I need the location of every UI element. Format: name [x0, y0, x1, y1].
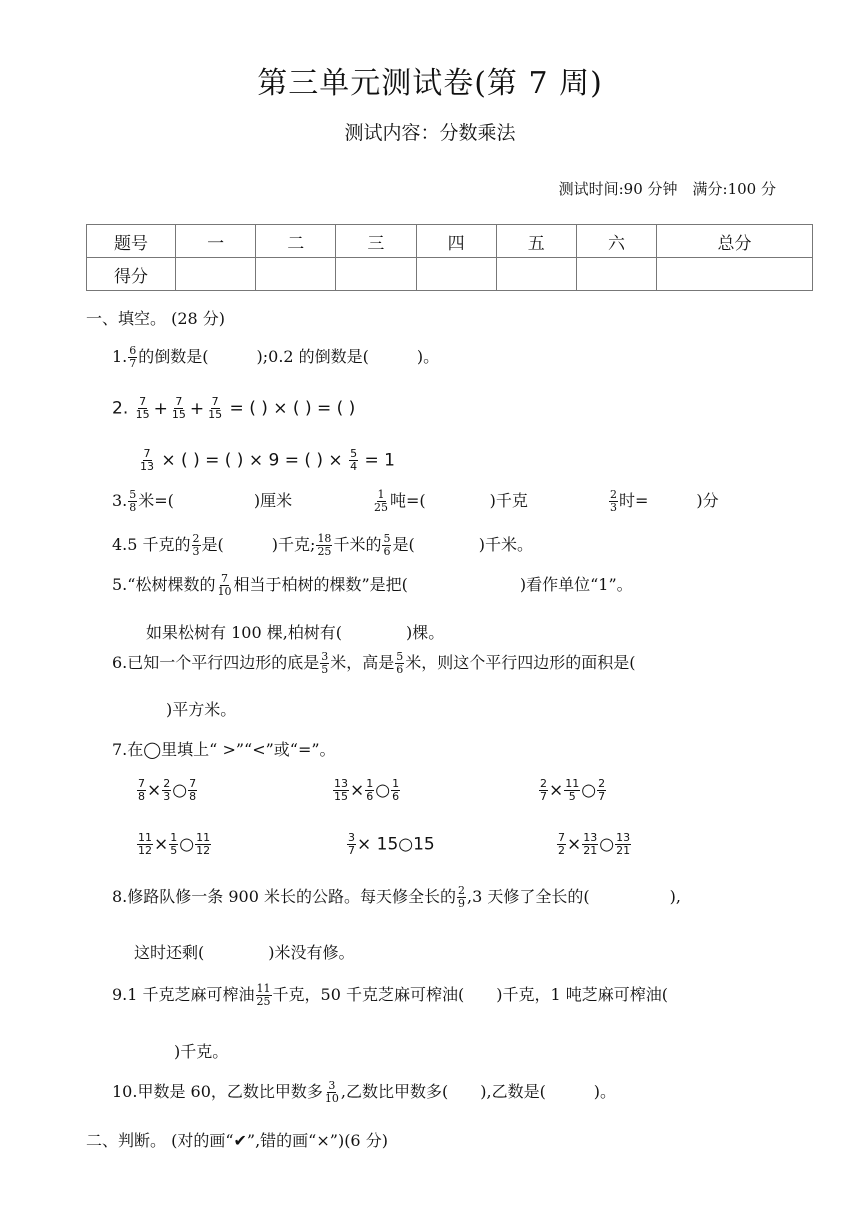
denominator: 5: [568, 790, 576, 803]
times-sign: ×: [147, 780, 162, 801]
denominator: 25: [317, 545, 332, 558]
score-cell[interactable]: [256, 258, 336, 291]
question-2: [112, 396, 355, 421]
fraction: [557, 832, 566, 857]
times-sign: ×: [549, 780, 564, 801]
score-header-cell: 总分: [657, 225, 813, 258]
fraction: [320, 651, 329, 676]
score-row-label: 得分: [87, 258, 176, 291]
fraction: [597, 778, 606, 803]
score-header-cell: 六: [576, 225, 656, 258]
numerator: 1: [377, 488, 385, 501]
score-cell[interactable]: [416, 258, 496, 291]
question-text: 千克，50 千克芝麻可榨油( )千克，1 吨芝麻可榨油(: [272, 985, 668, 1004]
denominator: 3: [163, 790, 171, 803]
numerator: 7: [139, 395, 147, 408]
fraction: [137, 778, 146, 803]
question-text: 米=( )厘米: [138, 491, 293, 510]
denominator: 15: [135, 408, 150, 421]
compare-item-1: [136, 778, 198, 803]
denominator: 6: [392, 790, 400, 803]
plus-sign: +: [189, 398, 205, 419]
equation-middle: × ( ) = ( ) × 9 = ( ) ×: [161, 450, 343, 471]
fraction: [162, 778, 171, 803]
question-number: 8.: [112, 887, 128, 906]
question-3-part-c: [608, 488, 719, 514]
fraction: [169, 832, 178, 857]
fraction: [349, 448, 358, 473]
fraction: [195, 832, 211, 857]
score-table-header-row: [87, 225, 813, 258]
question-8-line-2: 这时还剩( )米没有修。: [134, 943, 355, 962]
denominator: 7: [129, 357, 137, 370]
compare-circle[interactable]: ○: [599, 834, 615, 855]
fraction: [391, 778, 400, 803]
fraction: [333, 778, 349, 803]
numerator: 6: [129, 344, 137, 357]
denominator: 7: [540, 790, 547, 803]
denominator: 13: [140, 460, 154, 473]
denominator: 2: [558, 844, 565, 857]
score-header-cell: 题号: [87, 225, 176, 258]
denominator: 21: [616, 844, 631, 857]
question-3-part-b: [372, 488, 528, 514]
numerator: 3: [321, 650, 329, 663]
numerator: 7: [220, 572, 228, 585]
denominator: 7: [598, 790, 606, 803]
question-5-line-2: 如果松树有 100 棵,柏树有( )棵。: [146, 623, 445, 642]
denominator: 7: [348, 844, 355, 857]
compare-circle[interactable]: ○: [581, 780, 597, 801]
denominator: 15: [334, 790, 348, 803]
denominator: 25: [374, 501, 388, 514]
question-6-line-2: )平方米。: [166, 700, 237, 719]
score-header-cell: 四: [416, 225, 496, 258]
score-cell[interactable]: [496, 258, 576, 291]
denominator: 8: [129, 501, 137, 514]
numerator: 18: [317, 532, 332, 545]
numerator: 13: [583, 831, 598, 844]
fraction: [365, 778, 374, 803]
question-text: 千米的: [333, 535, 382, 554]
fraction: [128, 345, 137, 370]
compare-circle[interactable]: ○: [375, 780, 391, 801]
denominator: 21: [583, 844, 598, 857]
numerator: 5: [383, 532, 391, 545]
fraction: [188, 778, 197, 803]
question-text: ,乙数比甲数多( ),乙数是( )。: [340, 1082, 617, 1101]
question-7: [112, 737, 336, 760]
question-number: 3.: [112, 491, 128, 510]
question-text: 是( )千米。: [392, 535, 533, 554]
numerator: 7: [211, 395, 219, 408]
fraction: [139, 448, 155, 473]
numerator: 3: [328, 1079, 336, 1092]
compare-item-2: [332, 778, 401, 803]
score-cell[interactable]: [657, 258, 813, 291]
fraction: [128, 489, 137, 514]
plus-sign: +: [153, 398, 168, 419]
compare-item-5: [346, 832, 435, 857]
denominator: 25: [256, 995, 271, 1008]
question-text: 米，高是: [330, 653, 395, 672]
denominator: 12: [196, 844, 211, 857]
question-text: 已知一个平行四边形的底是: [127, 653, 320, 672]
fraction: [615, 832, 631, 857]
denominator: 3: [192, 545, 200, 558]
question-text: 吨=( )千克: [390, 491, 528, 510]
question-text: 甲数是 60，乙数比甲数多: [137, 1082, 323, 1101]
numerator: 2: [457, 884, 465, 897]
times-sign: ×: [154, 834, 169, 855]
question-number: 6.: [112, 653, 128, 672]
times-sign: ×: [567, 834, 582, 855]
page-title: 第三单元测试卷(第 7 周): [257, 66, 603, 101]
fraction: [316, 533, 332, 558]
question-4: [112, 532, 533, 558]
score-table-score-row: [87, 258, 813, 291]
times-sign: ×: [350, 780, 365, 801]
numerator: 2: [540, 777, 547, 790]
numerator: 7: [175, 395, 183, 408]
fraction: [582, 832, 598, 857]
question-text: ,3 天修了全长的( ),: [466, 887, 681, 906]
fraction: [457, 885, 466, 910]
score-table: [86, 224, 813, 291]
question-text: 1 千克芝麻可榨油: [127, 985, 255, 1004]
question-number: 2.: [112, 398, 129, 419]
question-text: 时= )分: [619, 491, 719, 510]
numerator: 7: [189, 777, 197, 790]
numerator: 11: [196, 831, 211, 844]
score-header-cell: 五: [496, 225, 576, 258]
question-number: 4.: [112, 535, 128, 554]
denominator: 9: [457, 897, 465, 910]
fraction: [395, 651, 404, 676]
compare-item-6: [556, 832, 632, 857]
question-number: 5.: [112, 575, 128, 594]
numerator: 5: [129, 488, 137, 501]
numerator: 7: [143, 447, 151, 460]
denominator: 5: [321, 663, 329, 676]
compare-item-3: [538, 778, 607, 803]
fraction: [539, 778, 548, 803]
question-3: [112, 488, 292, 514]
question-text: 在◯里填上“ >”“<”或“=”。: [127, 740, 336, 759]
numerator: 3: [348, 831, 355, 844]
equation-tail: = ( ) × ( ) = ( ): [229, 398, 356, 419]
denominator: 6: [396, 663, 404, 676]
fraction: [373, 489, 389, 514]
numerator: 1: [366, 777, 374, 790]
question-5: [112, 572, 633, 598]
numerator: 11: [565, 777, 580, 790]
numerator: 2: [192, 532, 200, 545]
question-text: 修路队修一条 900 米长的公路。每天修全长的: [127, 887, 456, 906]
page-subtitle: 测试内容：分数乘法: [344, 122, 516, 144]
score-header-cell: 三: [336, 225, 416, 258]
equation-tail: = 1: [364, 450, 395, 471]
fraction: [564, 778, 580, 803]
score-header-cell: 二: [256, 225, 336, 258]
denominator: 15: [208, 408, 223, 421]
fraction: [137, 832, 153, 857]
question-9-line-2: )千克。: [174, 1042, 229, 1061]
fraction: [609, 489, 618, 514]
compare-item-4: [136, 832, 212, 857]
section-2-heading: 二、判断。 (对的画“✔”,错的画“×”)(6 分): [86, 1131, 388, 1150]
numerator: 2: [163, 777, 171, 790]
numerator: 5: [350, 447, 358, 460]
numerator: 7: [558, 831, 565, 844]
denominator: 12: [138, 844, 152, 857]
question-1: [112, 344, 439, 370]
numerator: 2: [598, 777, 606, 790]
compare-circle[interactable]: ○: [172, 780, 188, 801]
denominator: 8: [138, 790, 145, 803]
question-text: 的倒数是( );0.2 的倒数是( )。: [138, 347, 440, 366]
fraction: [256, 983, 272, 1008]
fraction: [347, 832, 356, 857]
numerator: 13: [334, 777, 348, 790]
fraction: [216, 573, 232, 598]
question-8: [112, 884, 681, 910]
score-cell[interactable]: [336, 258, 416, 291]
score-cell[interactable]: [176, 258, 256, 291]
compare-tail: × 15○15: [357, 834, 435, 855]
score-cell[interactable]: [576, 258, 656, 291]
question-text: 是( )千克;: [201, 535, 316, 554]
question-10: [112, 1079, 616, 1105]
question-2-line-2: [138, 448, 395, 473]
question-text: 相当于柏树的棵数”是把( )看作单位“1”。: [233, 575, 633, 594]
score-header-cell: 一: [176, 225, 256, 258]
denominator: 10: [217, 585, 232, 598]
fraction: [135, 396, 151, 421]
fraction: [171, 396, 187, 421]
numerator: 2: [610, 488, 617, 501]
compare-circle[interactable]: ○: [179, 834, 195, 855]
test-meta: 测试时间:90 分钟 满分:100 分: [558, 180, 776, 198]
question-text: “松树棵数的: [127, 575, 216, 594]
question-number: 9.: [112, 985, 128, 1004]
question-number: 7.: [112, 740, 128, 759]
numerator: 13: [616, 831, 631, 844]
question-9: [112, 982, 668, 1008]
section-1-heading: 一、填空。 (28 分): [86, 309, 226, 328]
question-number: 10.: [112, 1082, 138, 1101]
numerator: 11: [256, 982, 271, 995]
fraction: [207, 396, 223, 421]
denominator: 5: [170, 844, 178, 857]
fraction: [324, 1080, 340, 1105]
denominator: 6: [366, 790, 374, 803]
denominator: 10: [324, 1092, 339, 1105]
denominator: 3: [610, 501, 617, 514]
fraction: [382, 533, 391, 558]
denominator: 4: [350, 460, 358, 473]
question-number: 1.: [112, 347, 128, 366]
question-text: 米，则这个平行四边形的面积是(: [405, 653, 636, 672]
numerator: 11: [138, 831, 152, 844]
fraction: [192, 533, 201, 558]
numerator: 1: [392, 777, 400, 790]
denominator: 6: [383, 545, 391, 558]
numerator: 1: [170, 831, 178, 844]
question-6: [112, 650, 636, 676]
denominator: 8: [189, 790, 197, 803]
denominator: 15: [171, 408, 186, 421]
question-text: 5 千克的: [127, 535, 191, 554]
numerator: 7: [138, 777, 145, 790]
numerator: 5: [396, 650, 404, 663]
